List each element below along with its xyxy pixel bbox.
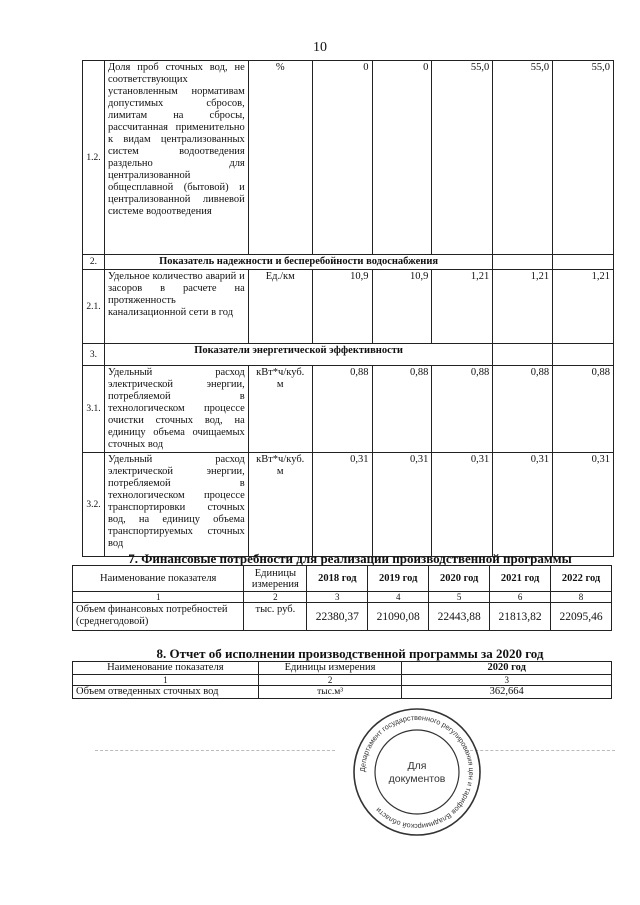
empty-cell [493, 344, 553, 366]
section8-title: 8. Отчет об исполнении производственной программы за 2020 год [156, 646, 544, 661]
indicator-unit: кВт*ч/куб. м [248, 366, 312, 453]
section-title: Показатель надежности и бесперебойности водоснабжения [104, 255, 492, 270]
value-cell: 10,9 [312, 270, 372, 344]
section7-title: 7. Финансовые потребности для реализации производственной программы [128, 551, 572, 566]
value-cell: 0,31 [432, 453, 493, 557]
header-2021: 2021 год [490, 566, 551, 592]
stamp-center-line2: документов [388, 773, 446, 785]
value-cell: 0,88 [493, 366, 553, 453]
empty-cell [553, 344, 614, 366]
value-cell: 55,0 [553, 61, 614, 255]
col-number: 3 [402, 675, 612, 686]
indicator-name: Доля проб сточных вод, не соответствующих установленным нормативам допустимых сбросов, лимитам на сбросы, рассчитанная применительно к видам централизованных систем водоотведения раздельно для централизованной общесплавной (бытовой) и централизованной ливневой системе водоотведения [104, 61, 248, 255]
header-2020: 2020 год [429, 566, 490, 592]
header-unit: Единицы измерения [244, 566, 307, 592]
value-2021: 21813,82 [490, 603, 551, 631]
stamp-ring-text: Департамент государственного регулирования цен и тарифов Владимирской области [357, 712, 477, 832]
official-stamp [351, 706, 483, 838]
value-cell: 0,88 [432, 366, 493, 453]
header-2022: 2022 год [551, 566, 612, 592]
dotted-line [465, 750, 615, 751]
value-cell: 0,88 [312, 366, 372, 453]
row-name: Объем финансовых потребностей (среднегодовой) [73, 603, 244, 631]
header-unit: Единицы измерения [258, 662, 402, 675]
col-number: 1 [73, 592, 244, 603]
col-number: 4 [368, 592, 429, 603]
value-cell: 55,0 [432, 61, 493, 255]
value-cell: 0,31 [553, 453, 614, 557]
value-cell: 0,88 [553, 366, 614, 453]
row-number: 3.2. [83, 453, 105, 557]
col-number: 8 [551, 592, 612, 603]
row-number: 3.1. [83, 366, 105, 453]
value-2018: 22380,37 [307, 603, 368, 631]
financial-needs-table [72, 565, 612, 631]
value-cell: 1,21 [553, 270, 614, 344]
empty-cell [553, 255, 614, 270]
col-number: 1 [73, 675, 259, 686]
header-2018: 2018 год [307, 566, 368, 592]
indicator-unit: кВт*ч/куб. м [248, 453, 312, 557]
value-cell: 1,21 [493, 270, 553, 344]
indicators-table [82, 60, 614, 557]
value-2020: 22443,88 [429, 603, 490, 631]
row-number: 2.1. [83, 270, 105, 344]
indicator-unit: Ед./км [248, 270, 312, 344]
section-title: Показатели энергетической эффективности [104, 344, 492, 366]
header-2020: 2020 год [402, 662, 612, 675]
dotted-line [95, 750, 335, 751]
header-name: Наименование показателя [73, 662, 259, 675]
row-unit: тыс. руб. [244, 603, 307, 631]
value-cell: 55,0 [493, 61, 553, 255]
value-cell: 1,21 [432, 270, 493, 344]
indicator-unit: % [248, 61, 312, 255]
col-number: 3 [307, 592, 368, 603]
row-unit: тыс.м³ [258, 686, 402, 699]
value-2019: 21090,08 [368, 603, 429, 631]
value-cell: 0,88 [372, 366, 432, 453]
indicator-row [83, 366, 614, 453]
section-number: 3. [83, 344, 105, 366]
indicator-row [83, 61, 614, 255]
value-cell: 0,31 [493, 453, 553, 557]
header-name: Наименование показателя [73, 566, 244, 592]
value-cell: 0,31 [312, 453, 372, 557]
indicator-name: Удельный расход электрической энергии, потребляемой в технологическом процессе транспортировки сточных вод, на единицу объема транспортируемых сточных вод [104, 453, 248, 557]
indicator-name: Удельный расход электрической энергии, потребляемой в технологическом процессе очистки сточных вод, на единицу объема очищаемых сточных вод [104, 366, 248, 453]
page-number: 10 [313, 40, 327, 55]
indicator-row [83, 270, 614, 344]
row-name: Объем отведенных сточных вод [73, 686, 259, 699]
header-2019: 2019 год [368, 566, 429, 592]
empty-cell [493, 255, 553, 270]
program-report-table [72, 661, 612, 699]
value-cell: 0 [312, 61, 372, 255]
indicator-name: Удельное количество аварий и засоров в расчете на протяженность канализационной сети в год [104, 270, 248, 344]
value-cell: 10,9 [372, 270, 432, 344]
col-number: 6 [490, 592, 551, 603]
section-row [83, 255, 614, 270]
indicator-row [83, 453, 614, 557]
col-number: 2 [244, 592, 307, 603]
col-number: 5 [429, 592, 490, 603]
col-number: 2 [258, 675, 402, 686]
row-number: 1.2. [83, 61, 105, 255]
value-2022: 22095,46 [551, 603, 612, 631]
row-value: 362,664 [402, 686, 612, 699]
section-number: 2. [83, 255, 105, 270]
value-cell: 0,31 [372, 453, 432, 557]
value-cell: 0 [372, 61, 432, 255]
section-row [83, 344, 614, 366]
stamp-center-line1: Для [407, 760, 427, 772]
